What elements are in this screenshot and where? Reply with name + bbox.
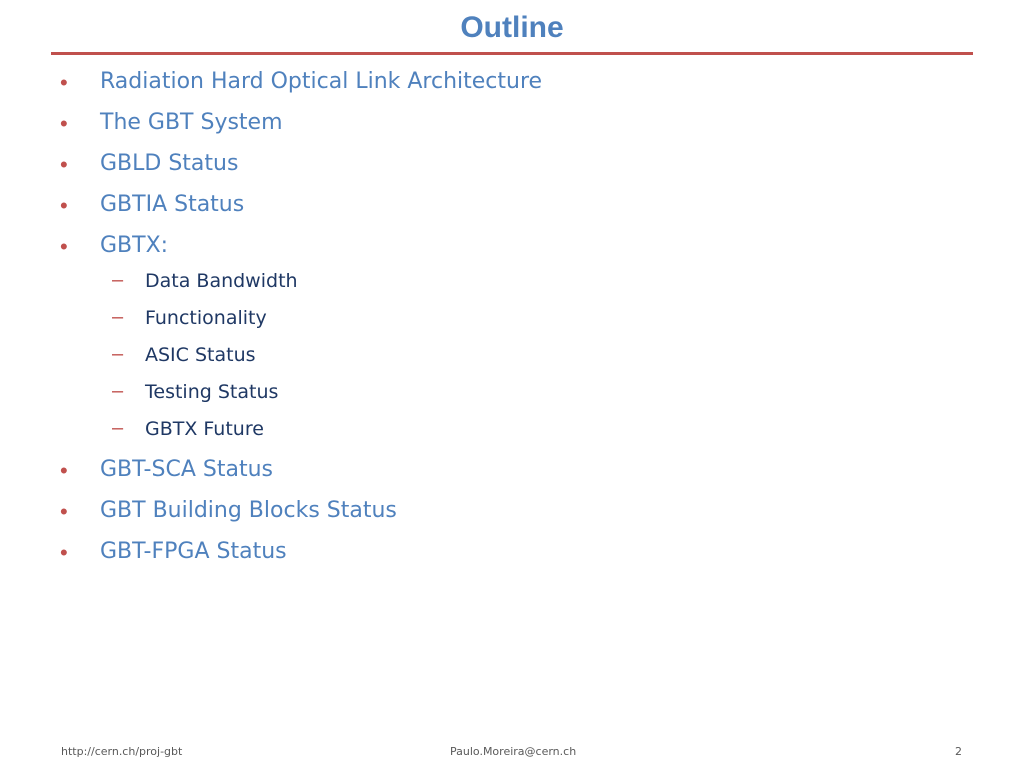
outline-subitem <box>0 413 1024 450</box>
bullet-icon: • <box>60 234 68 259</box>
slide-title: Outline <box>460 11 564 44</box>
dash-icon: – <box>112 269 124 291</box>
bullet-icon: • <box>60 540 68 565</box>
bullet-icon: • <box>60 499 68 524</box>
outline-item <box>0 495 1024 536</box>
outline-item <box>0 148 1024 189</box>
dash-icon: – <box>112 417 124 439</box>
page-number: 2 <box>955 745 962 758</box>
footer-email: Paulo.Moreira@cern.ch <box>450 745 577 758</box>
outline-subitem <box>0 376 1024 413</box>
bullet-icon: • <box>60 458 68 483</box>
outline-item <box>0 66 1024 107</box>
outline-subitem <box>0 339 1024 376</box>
outline-subitem-label: Data Bandwidth <box>145 270 298 292</box>
outline-subitem <box>0 302 1024 339</box>
dash-icon: – <box>112 343 124 365</box>
bullet-icon: • <box>60 193 68 218</box>
outline-list <box>0 66 1024 577</box>
outline-subitem-label: GBTX Future <box>145 418 264 440</box>
footer-url: http://cern.ch/proj-gbt <box>61 745 183 758</box>
bullet-icon: • <box>60 152 68 177</box>
outline-item-label: GBT-FPGA Status <box>100 539 287 564</box>
outline-item-label: GBT Building Blocks Status <box>100 498 397 523</box>
title-underline <box>51 52 973 55</box>
outline-sublist <box>0 265 1024 450</box>
outline-subitem-label: Testing Status <box>145 381 279 403</box>
outline-item <box>0 536 1024 577</box>
outline-item <box>0 454 1024 495</box>
outline-item-label: Radiation Hard Optical Link Architecture <box>100 69 543 94</box>
bullet-icon: • <box>60 70 68 95</box>
outline-subitem-label: Functionality <box>145 307 267 329</box>
dash-icon: – <box>112 380 124 402</box>
outline-item-label: GBTX: <box>100 233 169 258</box>
dash-icon: – <box>112 306 124 328</box>
outline-item-label: The GBT System <box>100 110 283 135</box>
outline-item-label: GBT-SCA Status <box>100 457 273 482</box>
outline-item-label: GBLD Status <box>100 151 239 176</box>
outline-subitem <box>0 265 1024 302</box>
outline-sublist-container <box>0 265 1024 450</box>
bullet-icon: • <box>60 111 68 136</box>
outline-subitem-label: ASIC Status <box>145 344 256 366</box>
outline-item <box>0 189 1024 230</box>
outline-item <box>0 107 1024 148</box>
outline-item-label: GBTIA Status <box>100 192 245 217</box>
